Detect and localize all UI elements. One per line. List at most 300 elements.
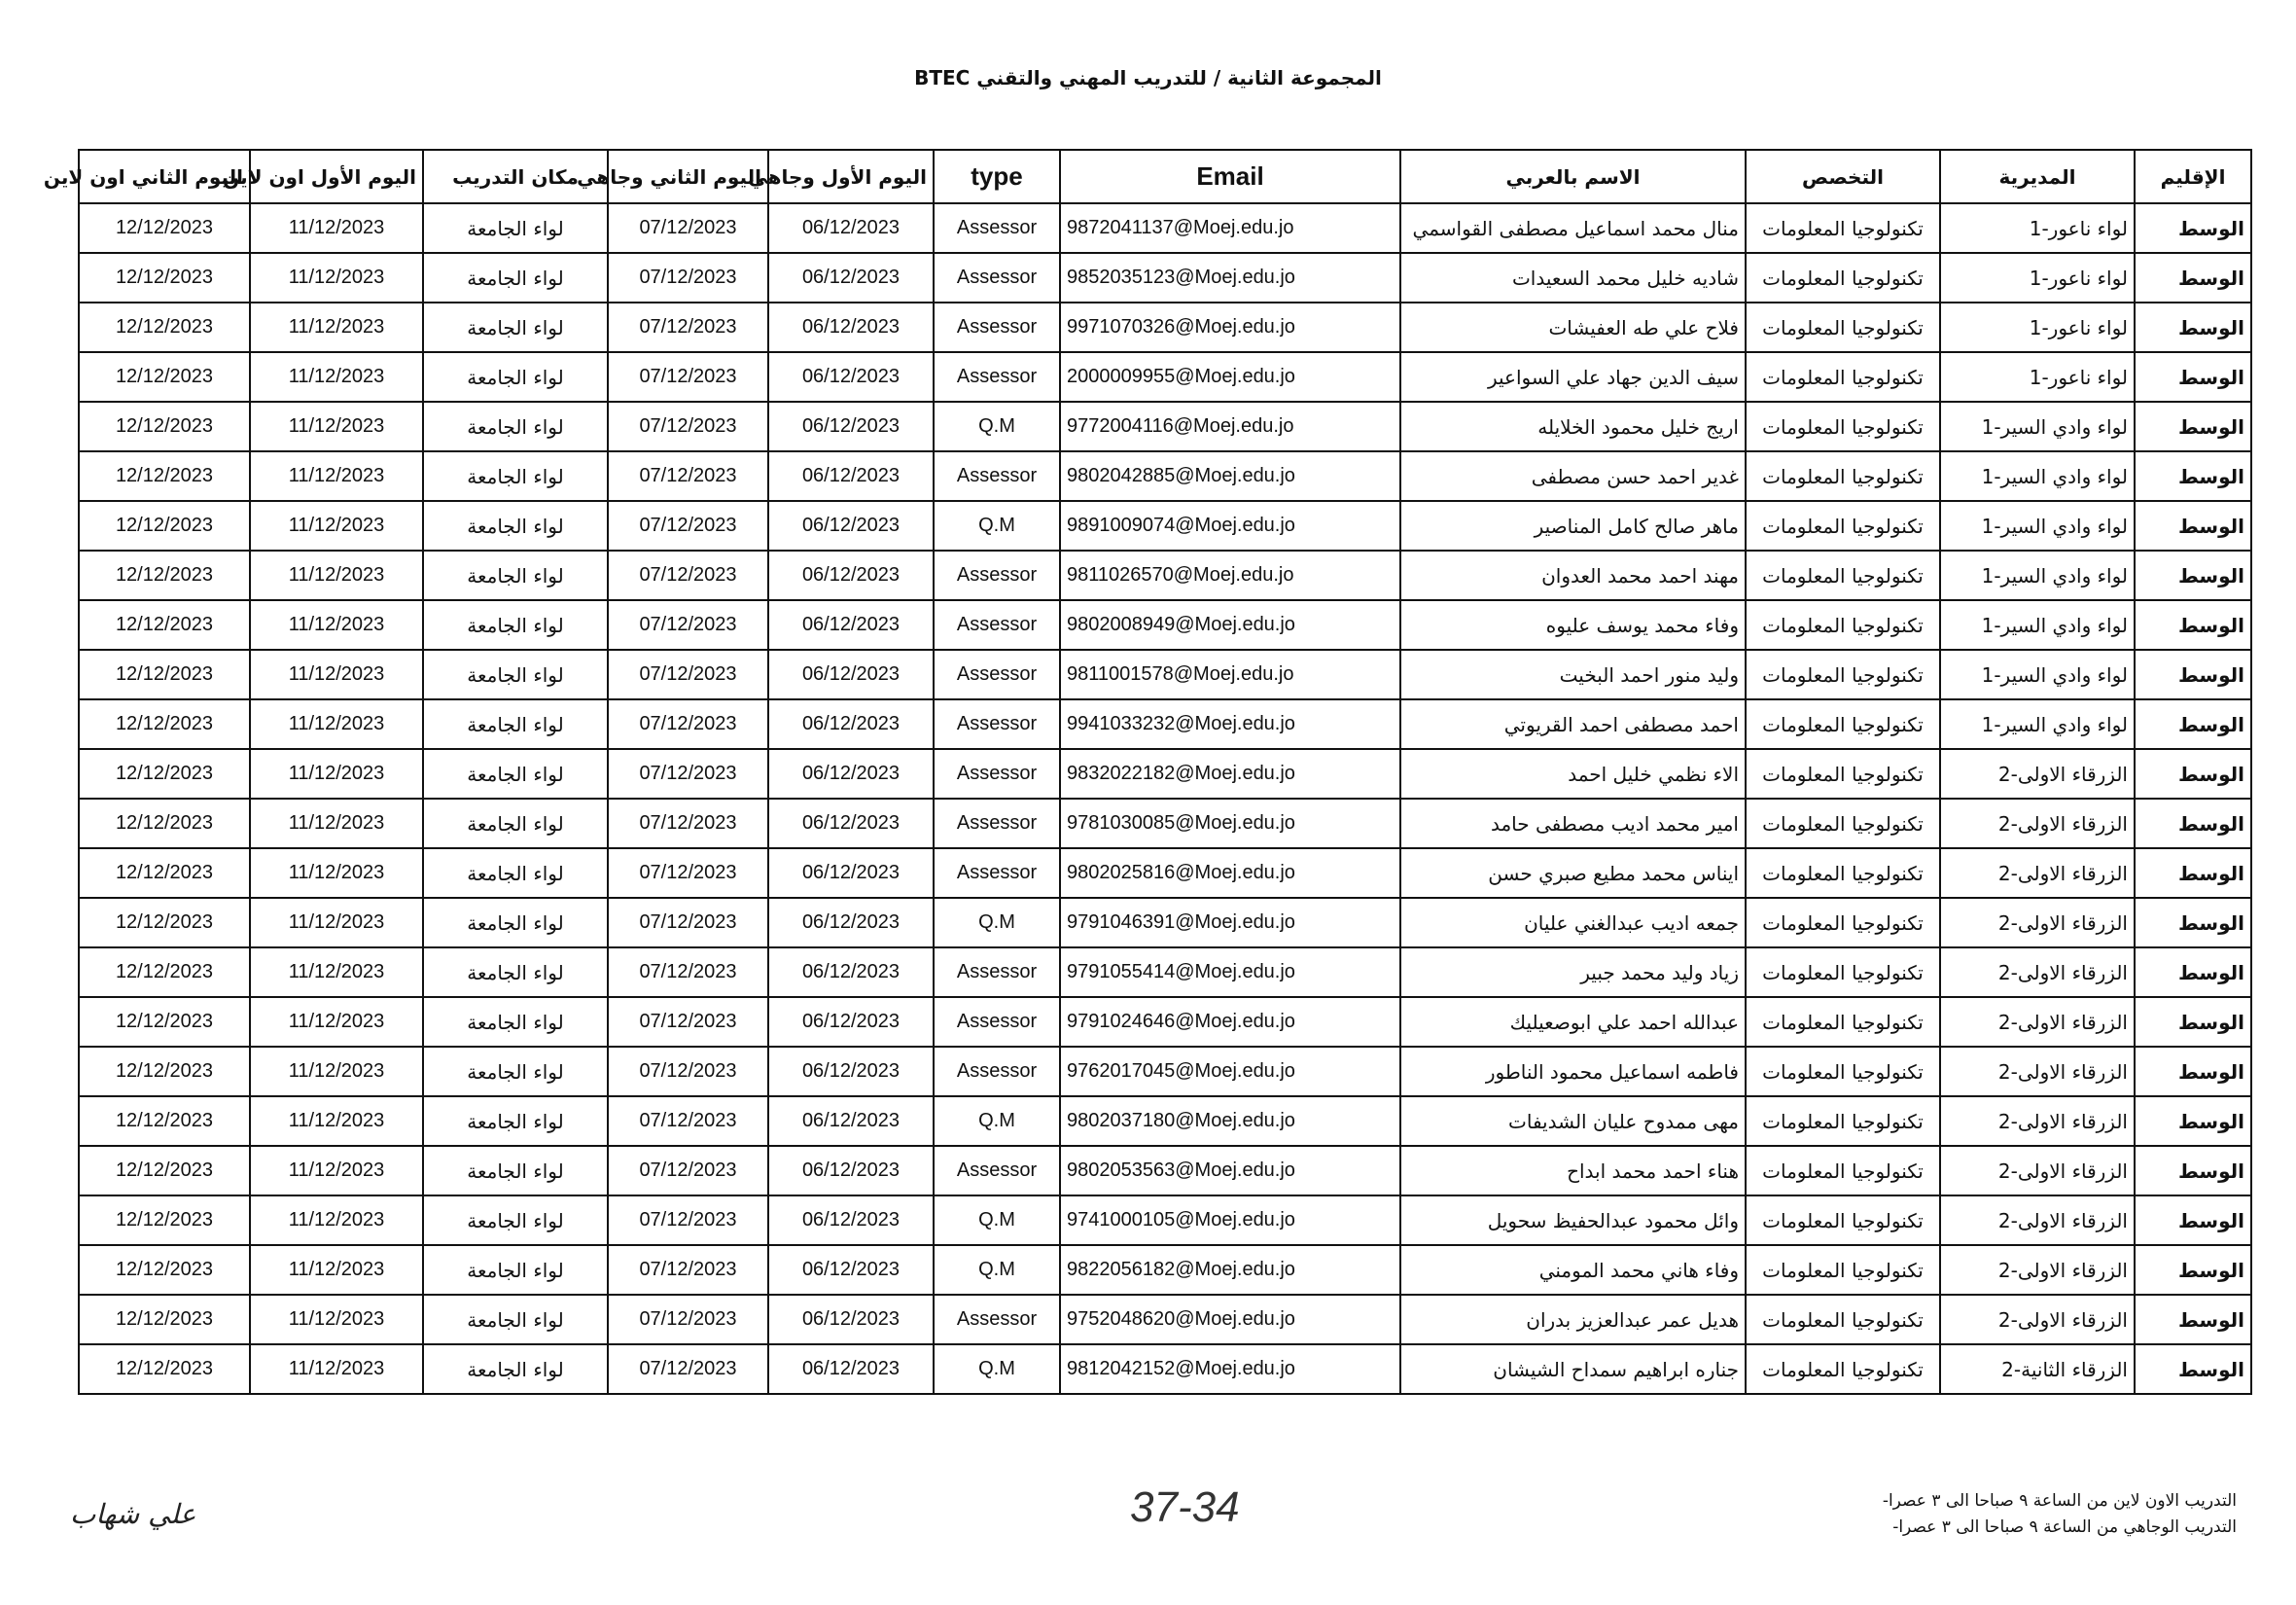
cell-day2-online: 12/12/2023 — [79, 303, 250, 352]
table-row — [79, 749, 2251, 799]
cell-day1-in-person: 06/12/2023 — [768, 253, 934, 303]
cell-day1-online: 11/12/2023 — [250, 1047, 423, 1096]
cell-name: غدير احمد حسن مصطفى — [1400, 451, 1746, 501]
cell-specialty: تكنولوجيا المعلومات — [1746, 898, 1940, 947]
cell-day1-in-person: 06/12/2023 — [768, 1245, 934, 1295]
cell-email: 9812042152@Moej.edu.jo — [1060, 1344, 1400, 1394]
cell-type: Assessor — [934, 551, 1060, 600]
cell-day2-online: 12/12/2023 — [79, 1245, 250, 1295]
cell-type: Assessor — [934, 600, 1060, 650]
cell-day1-online: 11/12/2023 — [250, 1146, 423, 1195]
cell-day2-in-person: 07/12/2023 — [608, 1344, 768, 1394]
cell-day2-in-person: 07/12/2023 — [608, 600, 768, 650]
cell-day2-online: 12/12/2023 — [79, 451, 250, 501]
cell-day1-in-person: 06/12/2023 — [768, 997, 934, 1047]
cell-type: Q.M — [934, 1245, 1060, 1295]
header-type: type — [934, 150, 1060, 203]
cell-day2-online: 12/12/2023 — [79, 1195, 250, 1245]
cell-day1-online: 11/12/2023 — [250, 303, 423, 352]
cell-directorate: الزرقاء الاولى-2 — [1940, 898, 2135, 947]
cell-directorate: الزرقاء الاولى-2 — [1940, 1047, 2135, 1096]
cell-type: Assessor — [934, 749, 1060, 799]
cell-day1-online: 11/12/2023 — [250, 997, 423, 1047]
header-directorate: المديرية — [1940, 150, 2135, 203]
cell-day1-online: 11/12/2023 — [250, 898, 423, 947]
cell-day1-in-person: 06/12/2023 — [768, 1096, 934, 1146]
cell-email: 9852035123@Moej.edu.jo — [1060, 253, 1400, 303]
cell-place: لواء الجامعة — [423, 1195, 608, 1245]
cell-specialty: تكنولوجيا المعلومات — [1746, 303, 1940, 352]
cell-type: Q.M — [934, 1096, 1060, 1146]
training-notes — [1809, 1488, 2237, 1541]
cell-email: 9791024646@Moej.edu.jo — [1060, 997, 1400, 1047]
cell-region: الوسط — [2135, 799, 2251, 848]
cell-specialty: تكنولوجيا المعلومات — [1746, 799, 1940, 848]
cell-directorate: لواء ناعور-1 — [1940, 352, 2135, 402]
cell-specialty: تكنولوجيا المعلومات — [1746, 600, 1940, 650]
cell-day1-in-person: 06/12/2023 — [768, 1195, 934, 1245]
cell-directorate: لواء وادي السير-1 — [1940, 551, 2135, 600]
cell-place: لواء الجامعة — [423, 253, 608, 303]
cell-day2-online: 12/12/2023 — [79, 947, 250, 997]
cell-region: الوسط — [2135, 1047, 2251, 1096]
cell-specialty: تكنولوجيا المعلومات — [1746, 1047, 1940, 1096]
cell-region: الوسط — [2135, 1295, 2251, 1344]
cell-specialty: تكنولوجيا المعلومات — [1746, 1344, 1940, 1394]
cell-directorate: لواء ناعور-1 — [1940, 303, 2135, 352]
cell-directorate: الزرقاء الاولى-2 — [1940, 947, 2135, 997]
cell-type: Assessor — [934, 253, 1060, 303]
cell-directorate: الزرقاء الاولى-2 — [1940, 997, 2135, 1047]
note-online: التدريب الاون لاين من الساعة ٩ صباحا الى ٣ عصرا- — [1882, 1491, 2237, 1511]
cell-name: مهند احمد محمد العدوان — [1400, 551, 1746, 600]
header-day2-in-person: اليوم الثاني وجاهي — [608, 150, 768, 203]
table-row — [79, 1096, 2251, 1146]
cell-day2-online: 12/12/2023 — [79, 898, 250, 947]
table-row — [79, 600, 2251, 650]
cell-day2-online: 12/12/2023 — [79, 600, 250, 650]
cell-day1-online: 11/12/2023 — [250, 1295, 423, 1344]
cell-specialty: تكنولوجيا المعلومات — [1746, 1295, 1940, 1344]
cell-day2-online: 12/12/2023 — [79, 1047, 250, 1096]
cell-place: لواء الجامعة — [423, 1295, 608, 1344]
cell-directorate: الزرقاء الاولى-2 — [1940, 1195, 2135, 1245]
cell-region: الوسط — [2135, 551, 2251, 600]
cell-day1-in-person: 06/12/2023 — [768, 1047, 934, 1096]
table-row — [79, 1245, 2251, 1295]
cell-day2-online: 12/12/2023 — [79, 203, 250, 253]
cell-day1-in-person: 06/12/2023 — [768, 303, 934, 352]
cell-day2-online: 12/12/2023 — [79, 1344, 250, 1394]
cell-type: Assessor — [934, 650, 1060, 699]
cell-email: 9832022182@Moej.edu.jo — [1060, 749, 1400, 799]
cell-day1-in-person: 06/12/2023 — [768, 1295, 934, 1344]
cell-day2-in-person: 07/12/2023 — [608, 1245, 768, 1295]
cell-type: Assessor — [934, 1146, 1060, 1195]
cell-type: Q.M — [934, 1195, 1060, 1245]
cell-place: لواء الجامعة — [423, 303, 608, 352]
cell-day2-in-person: 07/12/2023 — [608, 848, 768, 898]
cell-place: لواء الجامعة — [423, 947, 608, 997]
cell-day2-in-person: 07/12/2023 — [608, 1146, 768, 1195]
cell-day2-online: 12/12/2023 — [79, 749, 250, 799]
cell-day1-in-person: 06/12/2023 — [768, 650, 934, 699]
cell-email: 9802053563@Moej.edu.jo — [1060, 1146, 1400, 1195]
cell-name: ماهر صالح كامل المناصير — [1400, 501, 1746, 551]
cell-day2-in-person: 07/12/2023 — [608, 898, 768, 947]
cell-specialty: تكنولوجيا المعلومات — [1746, 997, 1940, 1047]
cell-name: هديل عمر عبدالعزيز بدران — [1400, 1295, 1746, 1344]
cell-specialty: تكنولوجيا المعلومات — [1746, 451, 1940, 501]
table-row — [79, 1344, 2251, 1394]
table-row — [79, 898, 2251, 947]
cell-name: وفاء محمد يوسف عليوه — [1400, 600, 1746, 650]
cell-name: وائل محمود عبدالحفيظ سحويل — [1400, 1195, 1746, 1245]
cell-name: جمعه اديب عبدالغني عليان — [1400, 898, 1746, 947]
header-place: مكان التدريب — [423, 150, 608, 203]
cell-place: لواء الجامعة — [423, 650, 608, 699]
cell-day1-in-person: 06/12/2023 — [768, 848, 934, 898]
cell-day1-in-person: 06/12/2023 — [768, 699, 934, 749]
cell-name: منال محمد اسماعيل مصطفى القواسمي — [1400, 203, 1746, 253]
cell-day2-in-person: 07/12/2023 — [608, 1295, 768, 1344]
note-in-person: التدريب الوجاهي من الساعة ٩ صباحا الى ٣ عصرا- — [1892, 1517, 2237, 1537]
cell-email: 9752048620@Moej.edu.jo — [1060, 1295, 1400, 1344]
cell-place: لواء الجامعة — [423, 402, 608, 451]
cell-email: 9822056182@Moej.edu.jo — [1060, 1245, 1400, 1295]
cell-day2-online: 12/12/2023 — [79, 352, 250, 402]
cell-place: لواء الجامعة — [423, 1096, 608, 1146]
cell-email: 9811001578@Moej.edu.jo — [1060, 650, 1400, 699]
cell-day1-in-person: 06/12/2023 — [768, 1344, 934, 1394]
cell-email: 9762017045@Moej.edu.jo — [1060, 1047, 1400, 1096]
cell-day2-online: 12/12/2023 — [79, 699, 250, 749]
cell-specialty: تكنولوجيا المعلومات — [1746, 947, 1940, 997]
cell-region: الوسط — [2135, 501, 2251, 551]
cell-directorate: لواء وادي السير-1 — [1940, 650, 2135, 699]
cell-region: الوسط — [2135, 402, 2251, 451]
cell-day2-online: 12/12/2023 — [79, 848, 250, 898]
cell-day1-in-person: 06/12/2023 — [768, 749, 934, 799]
cell-directorate: الزرقاء الاولى-2 — [1940, 799, 2135, 848]
table-row — [79, 997, 2251, 1047]
cell-email: 9802025816@Moej.edu.jo — [1060, 848, 1400, 898]
cell-day1-in-person: 06/12/2023 — [768, 203, 934, 253]
cell-day1-online: 11/12/2023 — [250, 699, 423, 749]
cell-email: 9872041137@Moej.edu.jo — [1060, 203, 1400, 253]
cell-day2-online: 12/12/2023 — [79, 1146, 250, 1195]
cell-name: ايناس محمد مطيع صبري حسن — [1400, 848, 1746, 898]
cell-region: الوسط — [2135, 1096, 2251, 1146]
table-header-row — [79, 150, 2251, 203]
cell-name: اريج خليل محمود الخلايله — [1400, 402, 1746, 451]
cell-directorate: لواء وادي السير-1 — [1940, 501, 2135, 551]
header-day1-online: اليوم الأول اون لاين — [250, 150, 423, 203]
cell-specialty: تكنولوجيا المعلومات — [1746, 352, 1940, 402]
cell-day2-in-person: 07/12/2023 — [608, 699, 768, 749]
table-row — [79, 501, 2251, 551]
cell-name: جناره ابراهيم سمداح الشيشان — [1400, 1344, 1746, 1394]
table-row — [79, 699, 2251, 749]
table-row — [79, 947, 2251, 997]
header-specialty: التخصص — [1746, 150, 1940, 203]
cell-type: Q.M — [934, 1344, 1060, 1394]
cell-specialty: تكنولوجيا المعلومات — [1746, 1146, 1940, 1195]
cell-directorate: لواء ناعور-1 — [1940, 253, 2135, 303]
cell-directorate: لواء وادي السير-1 — [1940, 451, 2135, 501]
cell-day1-online: 11/12/2023 — [250, 600, 423, 650]
cell-day1-in-person: 06/12/2023 — [768, 402, 934, 451]
cell-day1-online: 11/12/2023 — [250, 501, 423, 551]
cell-name: وفاء هاني محمد المومني — [1400, 1245, 1746, 1295]
cell-directorate: الزرقاء الاولى-2 — [1940, 848, 2135, 898]
cell-directorate: لواء وادي السير-1 — [1940, 699, 2135, 749]
trainees-table — [43, 149, 2252, 1395]
table-row — [79, 650, 2251, 699]
cell-directorate: لواء وادي السير-1 — [1940, 600, 2135, 650]
cell-type: Q.M — [934, 501, 1060, 551]
cell-name: زياد وليد محمد جبير — [1400, 947, 1746, 997]
header-region: الإقليم — [2135, 150, 2251, 203]
cell-type: Assessor — [934, 699, 1060, 749]
cell-type: Assessor — [934, 203, 1060, 253]
cell-directorate: الزرقاء الثانية-2 — [1940, 1344, 2135, 1394]
cell-name: هناء احمد محمد ابداح — [1400, 1146, 1746, 1195]
signature: علي شهاب — [70, 1498, 196, 1530]
cell-place: لواء الجامعة — [423, 749, 608, 799]
cell-region: الوسط — [2135, 848, 2251, 898]
cell-email: 9971070326@Moej.edu.jo — [1060, 303, 1400, 352]
cell-day1-online: 11/12/2023 — [250, 1096, 423, 1146]
cell-day1-online: 11/12/2023 — [250, 451, 423, 501]
cell-place: لواء الجامعة — [423, 1047, 608, 1096]
cell-email: 9772004116@Moej.edu.jo — [1060, 402, 1400, 451]
cell-specialty: تكنولوجيا المعلومات — [1746, 848, 1940, 898]
cell-day1-online: 11/12/2023 — [250, 203, 423, 253]
cell-name: الاء نظمي خليل احمد — [1400, 749, 1746, 799]
cell-day1-online: 11/12/2023 — [250, 749, 423, 799]
cell-email: 2000009955@Moej.edu.jo — [1060, 352, 1400, 402]
cell-name: مهى ممدوح عليان الشديفات — [1400, 1096, 1746, 1146]
cell-specialty: تكنولوجيا المعلومات — [1746, 1245, 1940, 1295]
cell-place: لواء الجامعة — [423, 501, 608, 551]
cell-email: 9802008949@Moej.edu.jo — [1060, 600, 1400, 650]
cell-day2-in-person: 07/12/2023 — [608, 451, 768, 501]
cell-place: لواء الجامعة — [423, 1245, 608, 1295]
cell-email: 9781030085@Moej.edu.jo — [1060, 799, 1400, 848]
table-row — [79, 1146, 2251, 1195]
cell-region: الوسط — [2135, 749, 2251, 799]
cell-specialty: تكنولوجيا المعلومات — [1746, 1096, 1940, 1146]
cell-day1-online: 11/12/2023 — [250, 1245, 423, 1295]
cell-name: فاطمه اسماعيل محمود الناطور — [1400, 1047, 1746, 1096]
cell-type: Assessor — [934, 1047, 1060, 1096]
table-row — [79, 1295, 2251, 1344]
cell-day2-online: 12/12/2023 — [79, 1096, 250, 1146]
cell-email: 9891009074@Moej.edu.jo — [1060, 501, 1400, 551]
cell-type: Assessor — [934, 799, 1060, 848]
cell-place: لواء الجامعة — [423, 451, 608, 501]
table-row — [79, 303, 2251, 352]
table-row — [79, 352, 2251, 402]
cell-day1-in-person: 06/12/2023 — [768, 451, 934, 501]
cell-type: Assessor — [934, 303, 1060, 352]
cell-day2-online: 12/12/2023 — [79, 253, 250, 303]
cell-type: Q.M — [934, 402, 1060, 451]
cell-day1-in-person: 06/12/2023 — [768, 501, 934, 551]
cell-day2-in-person: 07/12/2023 — [608, 303, 768, 352]
cell-region: الوسط — [2135, 1245, 2251, 1295]
cell-day1-online: 11/12/2023 — [250, 551, 423, 600]
cell-region: الوسط — [2135, 1146, 2251, 1195]
cell-region: الوسط — [2135, 997, 2251, 1047]
cell-directorate: الزرقاء الاولى-2 — [1940, 1295, 2135, 1344]
cell-day1-in-person: 06/12/2023 — [768, 600, 934, 650]
cell-day2-online: 12/12/2023 — [79, 551, 250, 600]
cell-specialty: تكنولوجيا المعلومات — [1746, 253, 1940, 303]
cell-type: Assessor — [934, 352, 1060, 402]
cell-day2-online: 12/12/2023 — [79, 1295, 250, 1344]
cell-email: 9941033232@Moej.edu.jo — [1060, 699, 1400, 749]
cell-region: الوسط — [2135, 203, 2251, 253]
cell-day1-in-person: 06/12/2023 — [768, 1146, 934, 1195]
cell-name: احمد مصطفى احمد القريوتي — [1400, 699, 1746, 749]
header-email: Email — [1060, 150, 1400, 203]
cell-type: Q.M — [934, 898, 1060, 947]
cell-region: الوسط — [2135, 253, 2251, 303]
cell-specialty: تكنولوجيا المعلومات — [1746, 650, 1940, 699]
cell-day2-in-person: 07/12/2023 — [608, 203, 768, 253]
cell-directorate: الزرقاء الاولى-2 — [1940, 749, 2135, 799]
cell-day2-in-person: 07/12/2023 — [608, 402, 768, 451]
cell-place: لواء الجامعة — [423, 1146, 608, 1195]
cell-email: 9811026570@Moej.edu.jo — [1060, 551, 1400, 600]
cell-directorate: الزرقاء الاولى-2 — [1940, 1146, 2135, 1195]
cell-day1-in-person: 06/12/2023 — [768, 898, 934, 947]
cell-region: الوسط — [2135, 352, 2251, 402]
table-row — [79, 203, 2251, 253]
cell-name: سيف الدين جهاد علي السواعير — [1400, 352, 1746, 402]
cell-region: الوسط — [2135, 1195, 2251, 1245]
cell-name: عبدالله احمد علي ابوصعيليك — [1400, 997, 1746, 1047]
cell-place: لواء الجامعة — [423, 352, 608, 402]
cell-region: الوسط — [2135, 650, 2251, 699]
cell-day2-in-person: 07/12/2023 — [608, 799, 768, 848]
cell-region: الوسط — [2135, 600, 2251, 650]
cell-day1-online: 11/12/2023 — [250, 1195, 423, 1245]
cell-day2-online: 12/12/2023 — [79, 402, 250, 451]
table-row — [79, 1195, 2251, 1245]
cell-specialty: تكنولوجيا المعلومات — [1746, 699, 1940, 749]
cell-day1-in-person: 06/12/2023 — [768, 352, 934, 402]
cell-specialty: تكنولوجيا المعلومات — [1746, 501, 1940, 551]
cell-email: 9802042885@Moej.edu.jo — [1060, 451, 1400, 501]
cell-region: الوسط — [2135, 947, 2251, 997]
cell-directorate: الزرقاء الاولى-2 — [1940, 1245, 2135, 1295]
cell-region: الوسط — [2135, 699, 2251, 749]
cell-day1-online: 11/12/2023 — [250, 352, 423, 402]
cell-place: لواء الجامعة — [423, 551, 608, 600]
cell-name: شاديه خليل محمد السعيدات — [1400, 253, 1746, 303]
cell-day1-online: 11/12/2023 — [250, 1344, 423, 1394]
cell-region: الوسط — [2135, 303, 2251, 352]
cell-day2-in-person: 07/12/2023 — [608, 650, 768, 699]
cell-day1-online: 11/12/2023 — [250, 947, 423, 997]
cell-day2-in-person: 07/12/2023 — [608, 947, 768, 997]
cell-day1-in-person: 06/12/2023 — [768, 799, 934, 848]
cell-place: لواء الجامعة — [423, 203, 608, 253]
cell-region: الوسط — [2135, 451, 2251, 501]
cell-day2-in-person: 07/12/2023 — [608, 253, 768, 303]
cell-email: 9791055414@Moej.edu.jo — [1060, 947, 1400, 997]
cell-day1-in-person: 06/12/2023 — [768, 551, 934, 600]
cell-type: Assessor — [934, 451, 1060, 501]
cell-directorate: لواء ناعور-1 — [1940, 203, 2135, 253]
cell-specialty: تكنولوجيا المعلومات — [1746, 1195, 1940, 1245]
cell-region: الوسط — [2135, 898, 2251, 947]
cell-day2-online: 12/12/2023 — [79, 650, 250, 699]
table-row — [79, 799, 2251, 848]
page-title: المجموعة الثانية / للتدريب المهني والتقني BTEC — [914, 66, 1382, 89]
cell-specialty: تكنولوجيا المعلومات — [1746, 749, 1940, 799]
cell-directorate: الزرقاء الاولى-2 — [1940, 1096, 2135, 1146]
cell-day1-online: 11/12/2023 — [250, 402, 423, 451]
cell-place: لواء الجامعة — [423, 699, 608, 749]
cell-specialty: تكنولوجيا المعلومات — [1746, 402, 1940, 451]
cell-specialty: تكنولوجيا المعلومات — [1746, 551, 1940, 600]
cell-name: امير محمد اديب مصطفى حامد — [1400, 799, 1746, 848]
cell-directorate: لواء وادي السير-1 — [1940, 402, 2135, 451]
cell-day2-in-person: 07/12/2023 — [608, 749, 768, 799]
cell-email: 9802037180@Moej.edu.jo — [1060, 1096, 1400, 1146]
table-row — [79, 451, 2251, 501]
cell-email: 9791046391@Moej.edu.jo — [1060, 898, 1400, 947]
cell-day1-online: 11/12/2023 — [250, 799, 423, 848]
table-row — [79, 253, 2251, 303]
cell-region: الوسط — [2135, 1344, 2251, 1394]
table-row — [79, 848, 2251, 898]
cell-day2-online: 12/12/2023 — [79, 997, 250, 1047]
cell-place: لواء الجامعة — [423, 848, 608, 898]
cell-place: لواء الجامعة — [423, 1344, 608, 1394]
cell-day2-online: 12/12/2023 — [79, 501, 250, 551]
page-number: 37-34 — [1130, 1483, 1240, 1531]
cell-day2-in-person: 07/12/2023 — [608, 551, 768, 600]
cell-day2-in-person: 07/12/2023 — [608, 501, 768, 551]
cell-day2-in-person: 07/12/2023 — [608, 1195, 768, 1245]
cell-day2-in-person: 07/12/2023 — [608, 1047, 768, 1096]
cell-email: 9741000105@Moej.edu.jo — [1060, 1195, 1400, 1245]
cell-type: Assessor — [934, 947, 1060, 997]
cell-specialty: تكنولوجيا المعلومات — [1746, 203, 1940, 253]
cell-place: لواء الجامعة — [423, 997, 608, 1047]
table-row — [79, 1047, 2251, 1096]
cell-day1-online: 11/12/2023 — [250, 848, 423, 898]
cell-day1-in-person: 06/12/2023 — [768, 947, 934, 997]
cell-day2-in-person: 07/12/2023 — [608, 997, 768, 1047]
cell-day2-online: 12/12/2023 — [79, 799, 250, 848]
cell-place: لواء الجامعة — [423, 600, 608, 650]
table-row — [79, 402, 2251, 451]
cell-day2-in-person: 07/12/2023 — [608, 1096, 768, 1146]
header-name-ar: الاسم بالعربي — [1400, 150, 1746, 203]
cell-day1-online: 11/12/2023 — [250, 650, 423, 699]
cell-day2-in-person: 07/12/2023 — [608, 352, 768, 402]
table-row — [79, 551, 2251, 600]
cell-name: وليد منور احمد البخيت — [1400, 650, 1746, 699]
cell-place: لواء الجامعة — [423, 898, 608, 947]
header-day2-online: اليوم الثاني اون لاين — [79, 150, 250, 203]
